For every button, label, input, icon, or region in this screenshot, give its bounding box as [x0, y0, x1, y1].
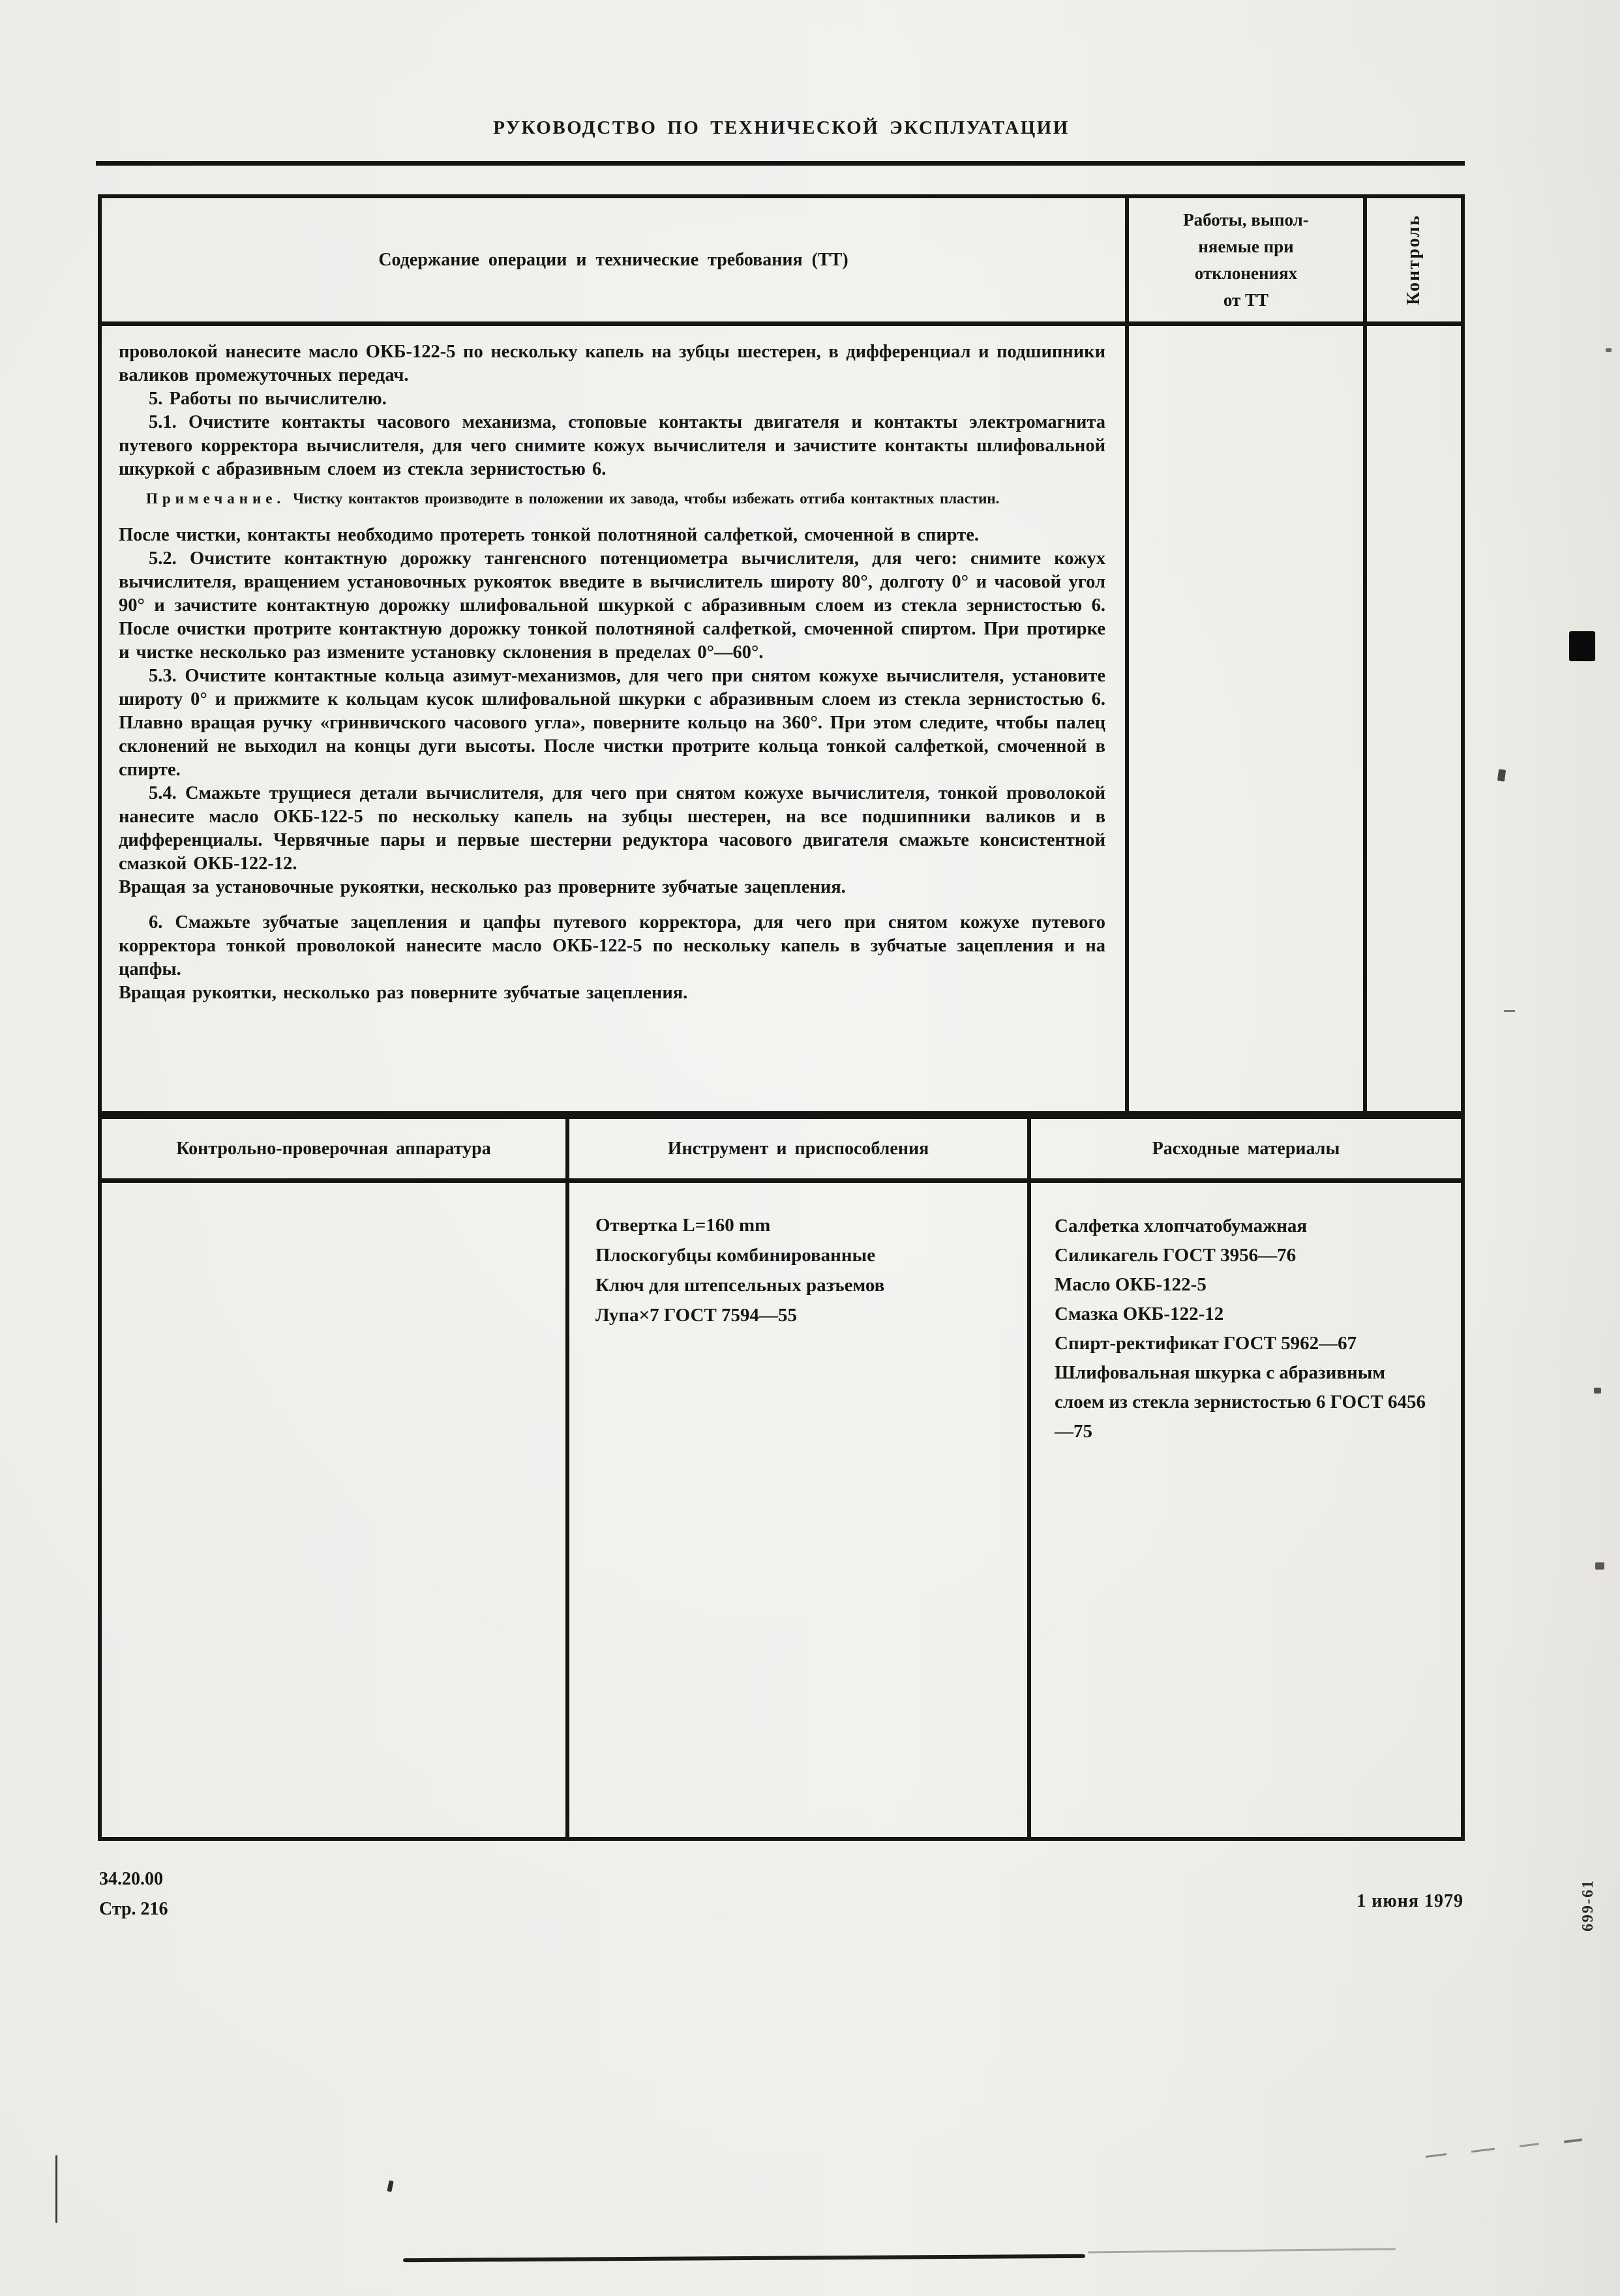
- note-label: Примечание.: [146, 490, 286, 507]
- paragraph-section-5-4: 5.4. Смажьте трущиеся детали вычислителя, для чего при снятом кожухе вычислителя, тонкой проволокой нанесите масло ОКБ-122-5 по нескольку капель на зубцы шестерен, на все подшипники валиков и в дифференциалы. Червячные пары и первые шестерни редуктора часового двигателя смажьте консистентной смазкой ОКБ-122-12.: [119, 783, 1105, 874]
- paragraph-final: Вращая рукоятки, несколько раз поверните зубчатые зацепления.: [119, 983, 688, 1003]
- scan-tick: [1426, 2153, 1447, 2158]
- print-order-code-text: 699-61: [1579, 1879, 1597, 1931]
- note-paragraph: [119, 489, 1105, 508]
- scan-speck: [1504, 1010, 1515, 1012]
- paragraph-after-note: После чистки, контакты необходимо протереть тонкой полотняной салфеткой, смоченной в спирте.: [119, 525, 979, 545]
- list-item: Плоскогубцы комбинированные: [595, 1245, 876, 1266]
- revision-date: 1 июня 1979: [1357, 1891, 1463, 1911]
- list-item: Масло ОКБ-122-5: [1055, 1274, 1207, 1295]
- column-header-control: [1363, 198, 1461, 326]
- scan-speck: [1594, 1388, 1601, 1394]
- scan-speck: [1606, 348, 1612, 352]
- paragraph-rotate-check: Вращая за установочные рукоятки, несколько раз проверните зубчатые зацепления.: [119, 877, 846, 897]
- column-header-operations: Содержание операции и технические требования (ТТ): [102, 198, 1125, 326]
- deviation-header-line: Работы, выпол-: [1183, 209, 1309, 230]
- deviation-header-line: отклонениях: [1194, 263, 1298, 283]
- column-header-tools: Инструмент и приспособления: [565, 1119, 1027, 1183]
- operations-table: [98, 194, 1465, 1115]
- list-item: Лупа×7 ГОСТ 7594—55: [595, 1305, 798, 1326]
- scan-speck: [1497, 769, 1506, 781]
- resources-table: [98, 1115, 1465, 1841]
- list-item: Смазка ОКБ-122-12: [1055, 1304, 1224, 1324]
- scan-line-bottom: [403, 2254, 1085, 2262]
- page-title: РУКОВОДСТВО ПО ТЕХНИЧЕСКОЙ ЭКСПЛУАТАЦИИ: [493, 117, 1070, 138]
- list-item: Силикагель ГОСТ 3956—76: [1055, 1245, 1297, 1266]
- paragraph-continuation: проволокой нанесите масло ОКБ-122-5 по нескольку капель на зубцы шестерен, в дифференциал и подшипники валиков промежуточных передач.: [119, 342, 1105, 385]
- scan-speck: [1595, 1562, 1604, 1570]
- scan-speck: [387, 2180, 393, 2192]
- tools-list: [565, 1183, 1027, 1837]
- scan-tick: [1564, 2138, 1582, 2143]
- list-item: Спирт-ректификат ГОСТ 5962—67: [1055, 1333, 1357, 1354]
- materials-list: [1027, 1183, 1461, 1837]
- test-equipment-cell-empty: [102, 1183, 565, 1837]
- scan-tick: [1520, 2143, 1539, 2147]
- column-header-consumables: Расходные материалы: [1027, 1119, 1461, 1183]
- page-number: Стр. 216: [99, 1899, 168, 1919]
- control-header-label: Контроль: [1403, 215, 1424, 305]
- list-item: Шлифовальная шкурка с абразивным слоем из стекла зернистостью 6 ГОСТ 6456—75: [1055, 1362, 1426, 1442]
- scan-tick: [1471, 2148, 1495, 2153]
- scan-line-bottom-faint: [1088, 2248, 1396, 2254]
- scan-mark-square: [1569, 631, 1595, 661]
- list-item: Отвертка L=160 mm: [595, 1215, 771, 1236]
- operations-content-cell: [102, 326, 1125, 1111]
- paragraph-section-5: 5. Работы по вычислителю.: [149, 389, 387, 409]
- deviation-header-line: от ТТ: [1223, 290, 1269, 310]
- document-code: 34.20.00: [99, 1869, 163, 1889]
- column-header-deviation-works: [1125, 198, 1363, 326]
- list-item: Ключ для штепсельных разъемов: [595, 1275, 885, 1296]
- deviation-header-line: няемые при: [1198, 236, 1294, 256]
- deviation-works-cell-empty: [1125, 326, 1363, 1111]
- print-order-code: [1577, 1853, 1599, 1958]
- scan-line-vertical: [55, 2155, 57, 2223]
- header-rule: [96, 161, 1465, 166]
- paragraph-section-5-3: 5.3. Очистите контактные кольца азимут-механизмов, для чего при снятом кожухе вычислителя, установите широту 0° и прижмите к кольцам кусок шлифовальной шкурки с абразивным слоем из стекла зернистостью 6. Плавно вращая ручку «гринвичского часового угла», поверните кольцо на 360°. При этом следите, чтобы палец склонений не выходил на концы дуги высоты. После чистки протрите кольца тонкой салфеткой, смоченной в спирте.: [119, 666, 1105, 780]
- column-header-test-equipment: Контрольно-проверочная аппаратура: [102, 1119, 565, 1183]
- control-cell-empty: [1363, 326, 1461, 1111]
- paragraph-section-5-1: 5.1. Очистите контакты часового механизма, стоповые контакты двигателя и контакты электромагнита путевого корректора вычислителя, для чего снимите кожух вычислителя и зачистите контакты шлифовальной шкуркой с абразивным слоем из стекла зернистостью 6.: [119, 412, 1105, 479]
- paragraph-section-5-2: 5.2. Очистите контактную дорожку тангенсного потенциометра вычислителя, для чего: снимите кожух вычислителя, вращением установочных рукояток введите в вычислитель широту 80°, долготу 0° и часовой угол 90° и зачистите контактную дорожку шлифовальной шкуркой с абразивным слоем из стекла зернистостью 6. После очистки протрите контактную дорожку тонкой полотняной салфеткой, смоченной спиртом. При протирке и чистке несколько раз измените установку склонения в пределах 0°—60°.: [119, 548, 1105, 663]
- paragraph-section-6: 6. Смажьте зубчатые зацепления и цапфы путевого корректора, для чего при снятом кожухе путевого корректора тонкой проволокой нанесите масло ОКБ-122-5 по нескольку капель в зубчатые зацепления и на цапфы.: [119, 912, 1105, 979]
- list-item: Салфетка хлопчатобумажная: [1055, 1215, 1308, 1236]
- note-text: Чистку контактов производите в положении их завода, чтобы избежать отгиба контактных пластин.: [293, 490, 1000, 507]
